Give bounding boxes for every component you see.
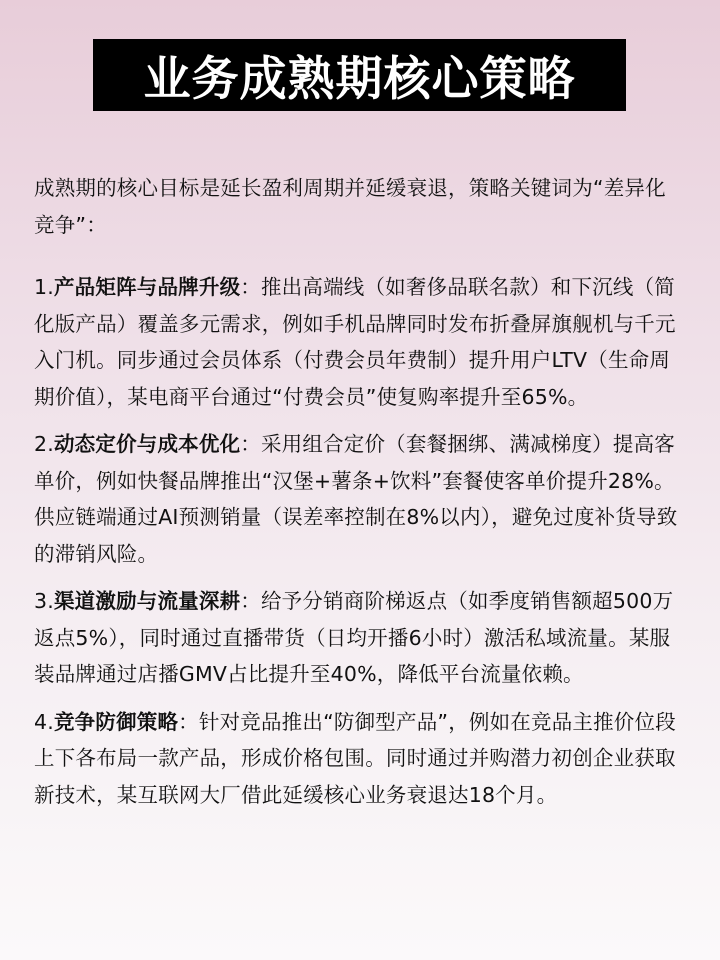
item-text: ：针对竞品推出“防御型产品”，例如在竞品主推价位段上下各布局一款产品，形成价格包围。同时通过并购潜力初创企业获取新技术，某互联网大厂借此延缓核心业务衰退达18个月。 <box>34 709 676 807</box>
item-number: 4. <box>34 709 54 734</box>
article-body <box>34 170 686 824</box>
item-keyword: 动态定价与成本优化 <box>53 432 241 456</box>
item-number: 1. <box>34 275 54 299</box>
item-keyword: 渠道激励与流量深耕 <box>53 589 241 613</box>
strategy-item-2 <box>34 426 686 572</box>
intro-paragraph: 成熟期的核心目标是延长盈利周期并延缓衰退，策略关键词为“差异化竞争”： <box>34 176 666 237</box>
item-number: 2. <box>34 432 54 456</box>
strategy-item-1 <box>34 269 686 415</box>
item-number: 3. <box>34 589 54 613</box>
strategy-item-4 <box>34 704 686 814</box>
strategy-item-3 <box>34 583 686 693</box>
item-text: ：推出高端线（如奢侈品联名款）和下沉线（简化版产品）覆盖多元需求，例如手机品牌同时发布折叠屏旗舰机与千元入门机。同步通过会员体系（付费会员年费制）提升用户LTV（生命周期价值），某电商平台通过“付费会员”使复购率提升至65%。 <box>34 275 676 409</box>
item-text: ：采用组合定价（套餐捆绑、满减梯度）提高客单价，例如快餐品牌推出“汉堡+薯条+饮料”套餐使客单价提升28%。供应链端通过AI预测销量（误差率控制在8%以内），避免过度补货导致的滞销风险。 <box>34 432 678 566</box>
item-keyword: 竞争防御策略 <box>53 709 179 734</box>
page-title: 业务成熟期核心策略 <box>93 39 626 111</box>
item-text: ：给予分销商阶梯返点（如季度销售额超500万返点5%），同时通过直播带货（日均开播6小时）激活私域流量。某服装品牌通过店播GMV占比提升至40%，降低平台流量依赖。 <box>34 589 674 686</box>
item-keyword: 产品矩阵与品牌升级 <box>53 275 241 299</box>
